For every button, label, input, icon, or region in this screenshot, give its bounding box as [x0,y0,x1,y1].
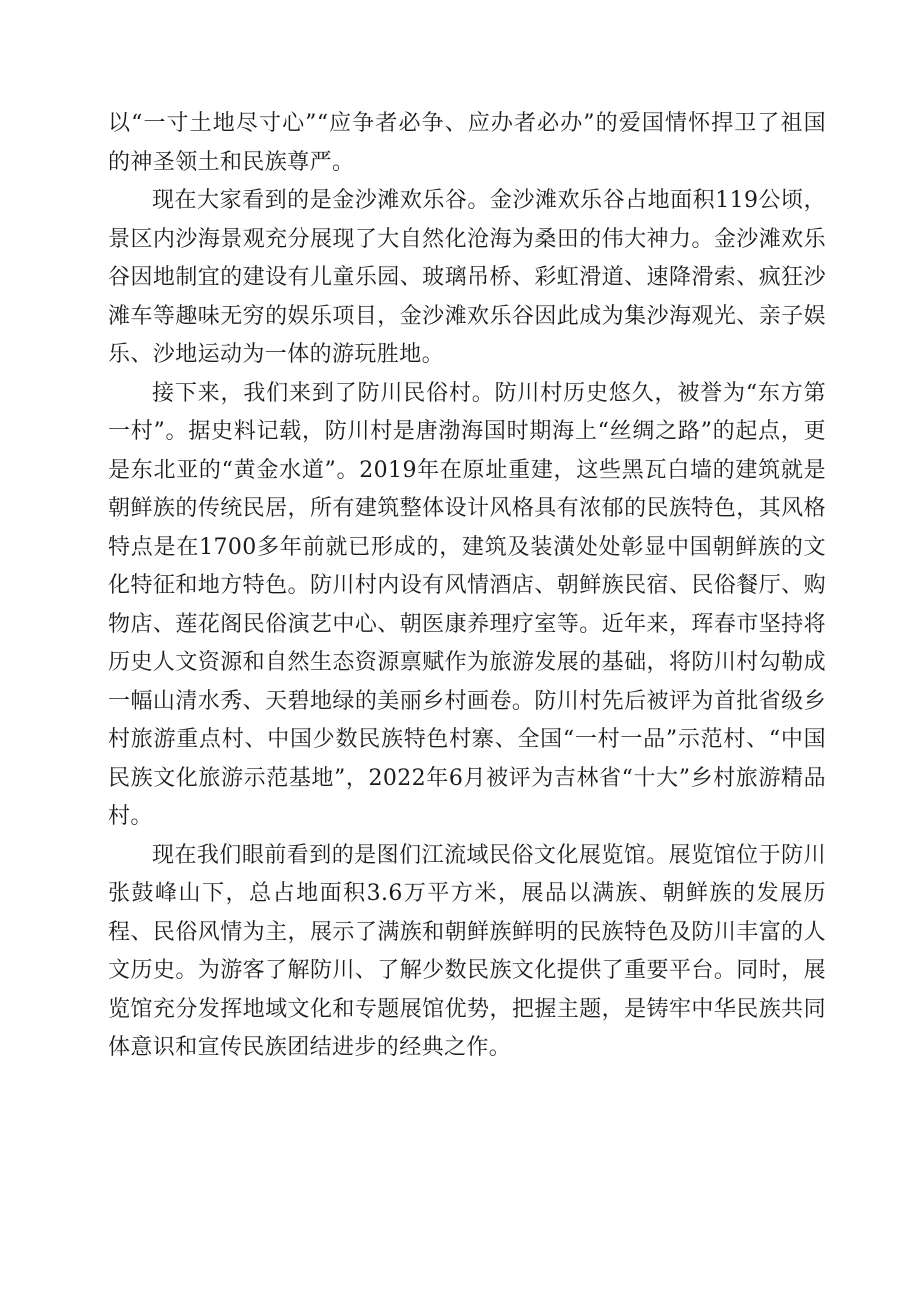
paragraph-fangchuan-folk-village: 接下来，我们来到了防川民俗村。防川村历史悠久，被誉为“东方第一村”。据史料记载，防川村是唐渤海国时期海上“丝绸之路”的起点，更是东北亚的“黄金水道”。2019年在原址重建，这些黑瓦白墙的建筑就是朝鲜族的传统民居，所有建筑整体设计风格具有浓郁的民族特色，其风格特点是在1700多年前就已形成的，建筑及装潢处处彰显中国朝鲜族的文化特征和地方特色。防川村内设有风情酒店、朝鲜族民宿、民俗餐厅、购物店、莲花阁民俗演艺中心、朝医康养理疗室等。近年来，珲春市坚持将历史人文资源和自然生态资源禀赋作为旅游发展的基础，将防川村勾勒成一幅山清水秀、天碧地绿的美丽乡村画卷。防川村先后被评为首批省级乡村旅游重点村、中国少数民族特色村寨、全国“一村一品”示范村、“中国民族文化旅游示范基地”，2022年6月被评为吉林省“十大”乡村旅游精品村。 [108,380,826,829]
paragraph-continuation: 以“一寸土地尽寸心”“应争者必争、应办者必办”的爱国情怀捍卫了祖国的神圣领土和民族尊严。 [108,111,826,175]
paragraph-jinshatan-happy-valley: 现在大家看到的是金沙滩欢乐谷。金沙滩欢乐谷占地面积119公顷，景区内沙海景观充分展现了大自然化沧海为桑田的伟大神力。金沙滩欢乐谷因地制宜的建设有儿童乐园、玻璃吊桥、彩虹滑道、速降滑索、疯狂沙滩车等趣味无穷的娱乐项目，金沙滩欢乐谷因此成为集沙海观光、亲子娱乐、沙地运动为一体的游玩胜地。 [108,188,826,367]
document-body [108,105,826,1068]
paragraph-tumen-river-exhibition-hall: 现在我们眼前看到的是图们江流域民俗文化展览馆。展览馆位于防川张鼓峰山下，总占地面积3.6万平方米，展品以满族、朝鲜族的发展历程、民俗风情为主，展示了满族和朝鲜族鲜明的民族特色及防川丰富的人文历史。为游客了解防川、了解少数民族文化提供了重要平台。同时，展览馆充分发挥地域文化和专题展馆优势，把握主题，是铸牢中华民族共同体意识和宣传民族团结进步的经典之作。 [108,842,826,1060]
